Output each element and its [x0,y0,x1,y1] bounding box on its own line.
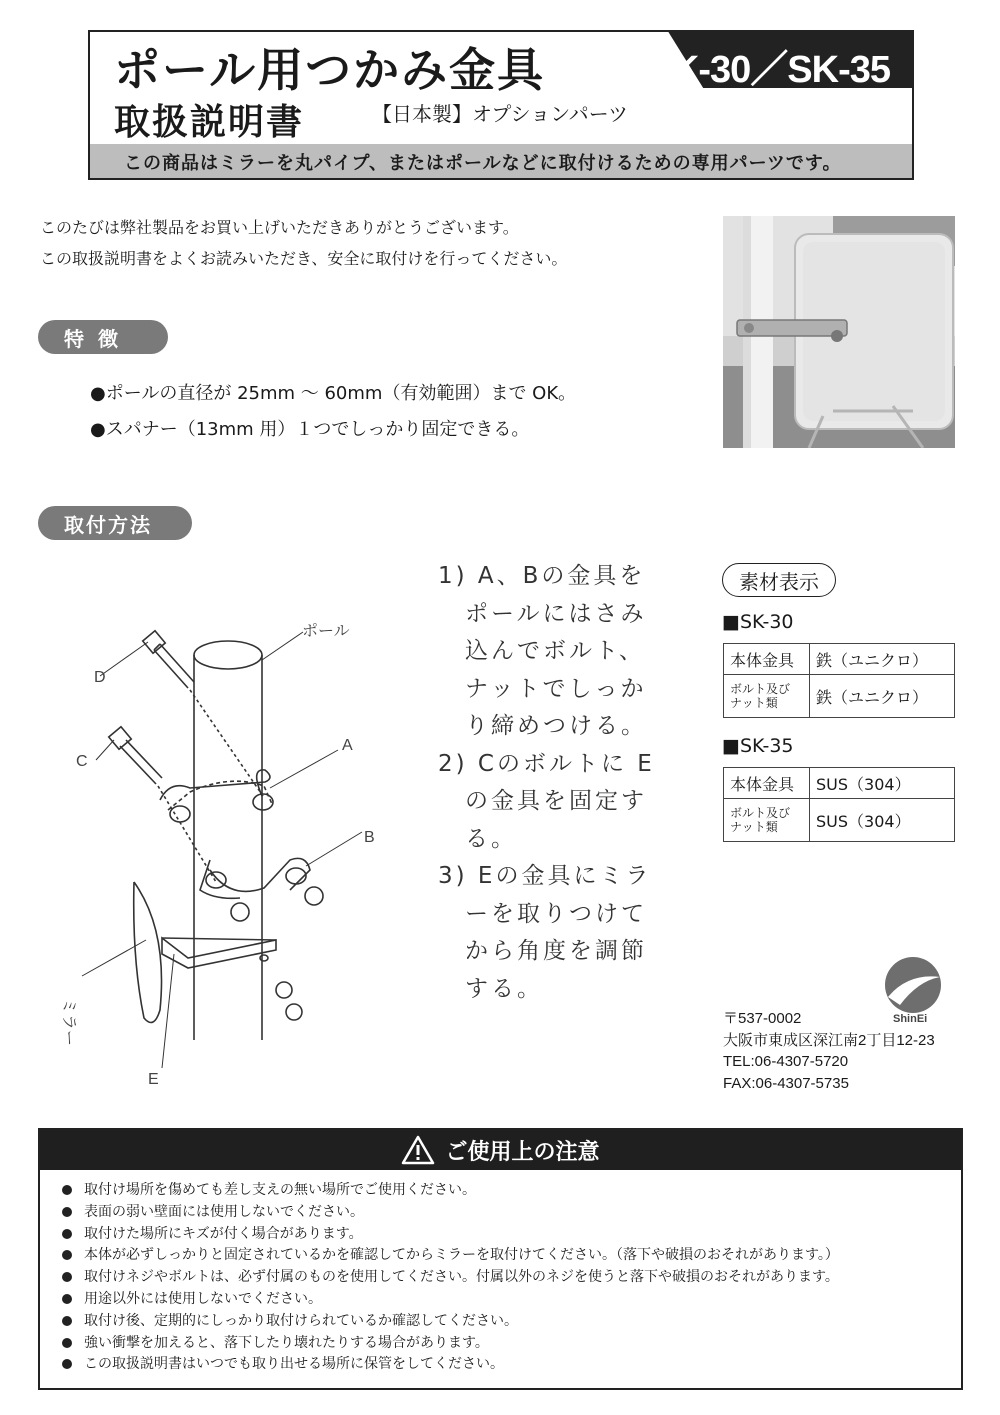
bullet-icon [62,1272,72,1282]
step-1-line: ポールにはさみ [465,600,647,627]
caution-text: 取付け場所を傷めても差し支えの無い場所でご使用ください。 [84,1182,476,1198]
step-3-line: ーを取りつけて [465,900,647,927]
list-item [62,1354,961,1376]
sk30-material-table [723,643,955,718]
feature-item: ●ポールの直径が 25mm ～ 60mm（有効範囲）まで OK。 [90,383,577,404]
sk35-bolt-key-1: ボルト及び [730,806,791,820]
step-2-line: る。 [465,825,517,852]
guide-d [190,690,263,796]
bracket-e [162,938,276,968]
sk35-title: ■SK-35 [722,735,794,757]
leader-e [162,954,174,1068]
step-3-line: する。 [465,975,543,1002]
caution-text: 取付けネジやボルトは、必ず付属のものを使用してください。付属以外のネジを使うと落下や破損のおそれがあります。 [84,1269,839,1286]
leader-c [96,740,114,760]
table-row [724,768,955,799]
nut-b-right [305,887,323,905]
warning-icon [401,1135,435,1165]
logo-text: ShinEi [893,1013,928,1025]
bracket-b [210,858,310,891]
sk35-bolt-key-2: ナット類 [730,820,778,834]
table-row [724,799,955,842]
sk35-body-value: SUS（304） [810,768,955,799]
bracket-a-hole-right [253,794,273,810]
bullet-icon [62,1229,72,1239]
nut-e-1 [276,982,292,998]
company-postal: 〒537-0002 [723,1010,802,1027]
sk35-bolt-value: SUS（304） [810,799,955,842]
company-address: 大阪市東成区深江南2丁目12-23 [723,1031,935,1049]
bracket-e-top-edge [162,938,276,940]
sk30-bolt-key [724,675,810,718]
list-item [62,1333,961,1355]
diagram-label-mirror: ミラー [60,998,77,1047]
sk30-bolt-key-2: ナット類 [730,696,778,710]
step-2-line: 2) Cのボルトに E [438,750,655,777]
diagram-label-c: C [76,753,88,770]
bullet-icon [62,1250,72,1260]
caution-text: 取付け後、定期的にしっかり取付けられているか確認してください。 [84,1312,518,1329]
leader-pole [262,632,303,660]
bracket-b-hole-left [206,872,226,888]
sk30-body-value: 鉄（ユニクロ） [810,644,955,675]
mirror-shape [134,882,162,1023]
step-3-line: から角度を調節 [465,938,647,964]
bullet-icon [62,1359,72,1369]
caution-text: 強い衝撃を加えると、落下したり壊れたりする場合があります。 [84,1334,489,1351]
diagram-label-e: E [148,1071,159,1088]
bolt-d [154,644,194,688]
company-tel: TEL:06-4307-5720 [723,1053,849,1070]
caution-text: 表面の弱い壁面には使用しないでください。 [84,1203,364,1220]
sk35-bolt-key [724,799,810,842]
caution-text: この取扱説明書はいつでも取り出せる場所に保管をしてください。 [84,1356,504,1373]
diagram-label-b: B [364,829,375,846]
pole-top [194,641,262,669]
intro-text [40,212,567,274]
company-fax: FAX:06-4307-5735 [723,1074,849,1092]
tagline-banner [90,144,912,178]
model-numbers: SK-30／SK-35 [647,49,890,91]
step-3-line: 3) Eの金具にミラ [438,863,652,889]
caution-text: 用途以外には使用しないでください。 [84,1290,322,1307]
product-title: ポール用つかみ金具 [114,43,546,97]
table-row [724,644,955,675]
feature-item: ●スパナー（13mm 用）１つでしっかり固定できる。 [90,419,530,440]
caution-list [40,1170,961,1376]
caution-header [40,1130,961,1170]
caution-text: 取付けた場所にキズが付く場合があります。 [84,1225,363,1242]
bracket-a [160,770,270,800]
list-item [62,1267,961,1289]
bullet-icon [62,1185,72,1195]
step-2-line: の金具を固定す [465,788,647,814]
bolt-c [120,740,162,784]
installation-diagram [50,560,430,1100]
nut-b-left [231,903,249,921]
method-label: 取付方法 [38,506,192,540]
caution-text: 本体が必ずしっかりと固定されているかを確認してからミラーを取付けてください。（落下や破損のおそれがあります。） [84,1247,839,1264]
bracket-a-hole-left [170,806,190,822]
sk30-title: ■SK-30 [722,611,794,633]
step-1-line: り締めつける。 [465,713,647,739]
list-item [62,1311,961,1333]
caution-title: ご使用上の注意 [445,1139,600,1165]
sk30-bolt-key-1: ボルト及び [730,682,791,696]
list-item [62,1289,961,1311]
bullet-icon [62,1338,72,1348]
list-item [62,1224,961,1246]
leader-b [306,832,362,866]
table-row [724,675,955,718]
step-1-line: 1) A、Bの金具を [438,563,646,589]
product-photo [723,216,955,448]
nut-e-2 [286,1004,302,1020]
feature-list [90,376,576,448]
diagram-label-a: A [342,737,353,754]
list-item [62,1245,961,1267]
header-box [88,30,914,180]
bolt-c-head [109,727,132,750]
step-1-line: 込んでボルト、 [465,638,645,664]
sk30-body-key: 本体金具 [724,644,810,675]
leader-d [100,642,148,676]
list-item [62,1180,961,1202]
list-item [62,1202,961,1224]
leader-a [270,750,338,788]
origin-label: 【日本製】オプションパーツ [372,102,628,126]
tagline-text: この商品はミラーを丸パイプ、またはポールなどに取付けるための専用パーツです。 [124,153,842,174]
materials-label: 素材表示 [722,563,836,597]
diagram-label-pole: ポール [302,623,350,640]
intro-line-1: このたびは弊社製品をお買い上げいただきありがとうございます。 [40,218,519,237]
manual-title: 取扱説明書 [114,102,305,143]
bullet-icon [62,1207,72,1217]
sk35-body-key: 本体金具 [724,768,810,799]
sk30-bolt-value: 鉄（ユニクロ） [810,675,955,718]
bullet-icon [62,1294,72,1304]
product-photo-illustration [723,216,955,448]
diagram-label-d: D [94,669,106,686]
features-label: 特徴 [38,320,168,354]
company-info [723,1008,935,1094]
installation-steps [438,558,655,1008]
sk35-material-table [723,767,955,842]
step-1-line: ナットでしっか [465,675,647,702]
intro-line-2: この取扱説明書をよくお読みいただき、安全に取付けを行ってください。 [40,249,568,268]
bullet-icon [62,1316,72,1326]
caution-box [38,1128,963,1390]
